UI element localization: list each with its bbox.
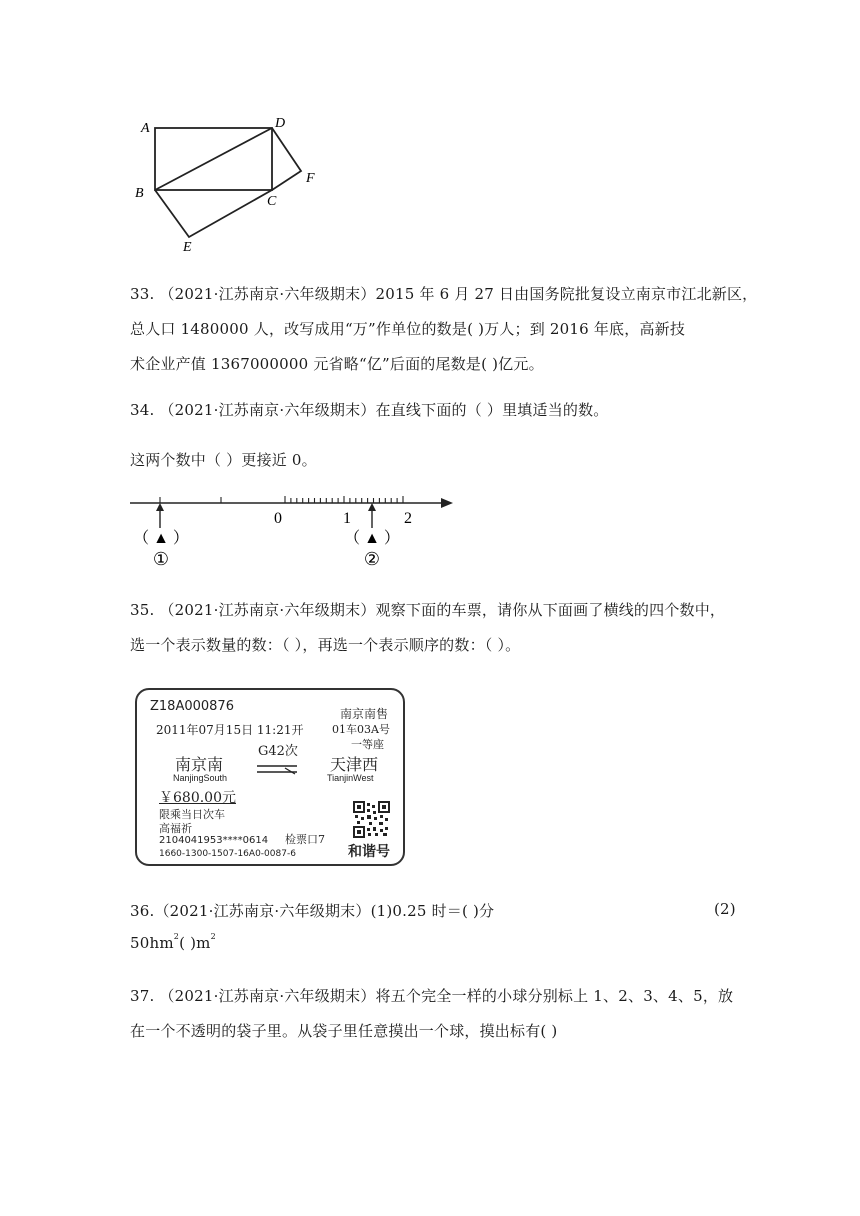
q35-line1: 35. （2021·江苏南京·六年级期末）观察下面的车票，请你从下面画了横线的四个数中， [130, 601, 726, 619]
q36-part2-label: (2) [714, 900, 736, 918]
answer-marker-2: （ ▲ ） [344, 530, 400, 547]
ticket-serial: Z18A000876 [150, 699, 234, 714]
q34-line2: 这两个数中（ ）更接近 0。 [130, 451, 317, 469]
number-line [120, 490, 470, 575]
tick-label-2: 2 [404, 510, 412, 527]
q33-line3: 术企业产值 1367000000 元省略“亿”后面的尾数是( )亿元。 [130, 355, 544, 373]
q37-line1: 37. （2021·江苏南京·六年级期末）将五个完全一样的小球分别标上 1、2、3、4、5，放 [130, 987, 734, 1005]
q36-line2-b: ( )m [179, 934, 211, 952]
qr-code-icon [353, 801, 390, 838]
triangle-bec [155, 190, 272, 237]
ticket-id-number: 2104041953****0614 [159, 835, 269, 846]
ticket-gate: 检票口7 [285, 833, 325, 846]
ticket-brand: 和谐号 [348, 844, 390, 860]
ticket-to-station: 天津西 [330, 755, 379, 774]
ticket-car-seat: 01车03A号 [332, 723, 390, 736]
ticket-price: ￥680.00元 [159, 790, 236, 806]
triangle-dfc [272, 128, 301, 190]
ticket-barcode-number: 1660-1300-1507-16A0-0087-6 [159, 849, 296, 859]
q36-line1: 36.（2021·江苏南京·六年级期末）(1)0.25 时＝( )分 [130, 902, 495, 920]
ticket-from-station: 南京南 [175, 755, 224, 774]
ticket-from-station-en: NanjingSouth [173, 773, 228, 783]
q33-line1: 33. （2021·江苏南京·六年级期末）2015 年 6 月 27 日由国务院批复设立南京市江北新区， [130, 285, 758, 303]
ticket-passenger-name: 高福祈 [159, 822, 192, 835]
vertex-label-a: A [141, 121, 150, 136]
ticket-to-station-en: TianjinWest [327, 773, 374, 783]
answer-marker-1: （ ▲ ） [133, 530, 189, 547]
q33-line2: 总人口 1480000 人，改写成用“万”作单位的数是( )万人；到 2016 年底，高新技 [130, 320, 686, 338]
vertex-label-c: C [267, 194, 277, 209]
pointer-arrowhead-2 [368, 503, 376, 511]
ticket-note: 限乘当日次车 [159, 808, 225, 821]
circle-label-1: ① [152, 549, 170, 569]
q36-line2 [130, 934, 216, 952]
vertex-label-e: E [183, 240, 192, 255]
pointer-arrowhead-1 [156, 503, 164, 511]
ticket-datetime: 2011年07月15日 11:21开 [156, 723, 304, 737]
vertex-label-d: D [275, 116, 286, 131]
tick-label-0: 0 [274, 510, 282, 527]
q37-line2: 在一个不透明的袋子里。从袋子里任意摸出一个球，摸出标有( ) [130, 1022, 558, 1040]
vertex-label-f: F [306, 171, 315, 186]
ticket-train-number: G42次 [258, 744, 298, 759]
circle-label-2: ② [363, 549, 381, 569]
q34-line1: 34. （2021·江苏南京·六年级期末）在直线下面的（ ）里填适当的数。 [130, 401, 609, 419]
geometry-figure [125, 105, 335, 265]
ticket-class: 一等座 [351, 738, 384, 751]
ticket-sale-station: 南京南售 [340, 707, 389, 721]
tick-label-1: 1 [343, 510, 351, 527]
train-ticket [135, 688, 405, 866]
number-line-arrowhead [441, 498, 453, 508]
q36-sup1: 2 [173, 932, 180, 941]
q35-line2: 选一个表示数量的数：（ ），再选一个表示顺序的数：（ ）。 [130, 636, 521, 654]
diagonal-bd [155, 128, 272, 190]
direction-arrow-icon [255, 762, 301, 778]
vertex-label-b: B [135, 186, 144, 201]
q36-line2-a: 50hm [130, 934, 174, 952]
q36-sup2: 2 [210, 932, 216, 941]
